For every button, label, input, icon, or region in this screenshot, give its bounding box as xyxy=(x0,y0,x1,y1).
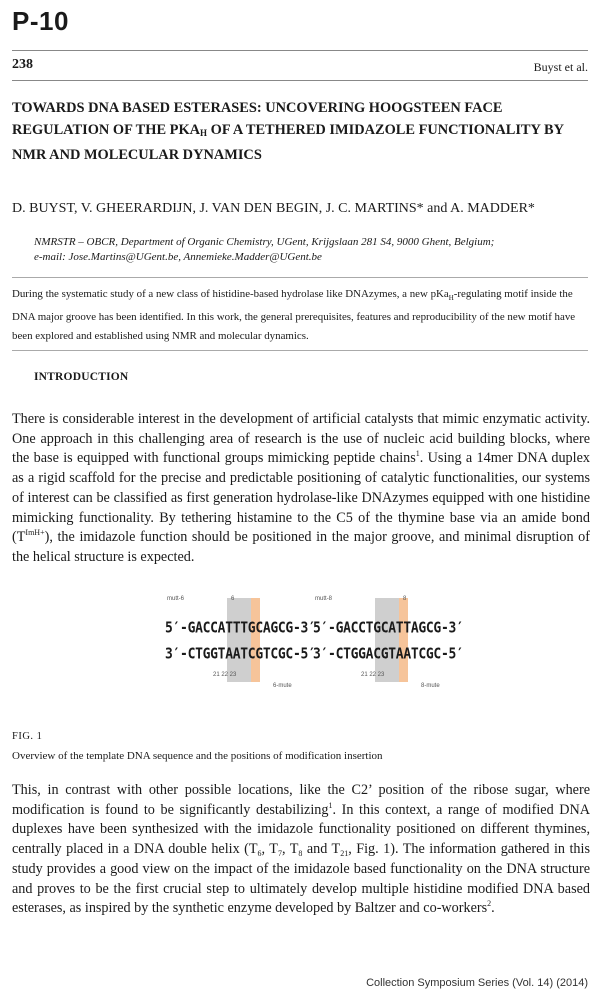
abstract-rule xyxy=(12,350,588,351)
author-list: D. BUYST, V. GHEERARDIJN, J. VAN DEN BEGIN, J. C. MARTINS* and A. MADDER* xyxy=(12,201,535,216)
header-divider xyxy=(12,80,588,81)
highlight-column xyxy=(375,598,387,682)
text-run: . xyxy=(491,900,495,917)
section-heading: INTRODUCTION xyxy=(34,371,129,383)
figure-tag: mutt-6 xyxy=(167,596,185,602)
affiliation-address: NMRSTR – OBCR, Department of Organic Chemistry, UGent, Krijgslaan 281 S4, 9000 Ghent, Belgium; xyxy=(34,236,495,248)
figure-tag: 6-mute xyxy=(273,683,292,689)
highlight-column xyxy=(387,598,399,682)
figure-position-number: 8 xyxy=(403,596,407,602)
text-run: , Fig. 1). The information gathered in this study provides a good view on the impact of the imidazole based functionality on the DNA structure and proves to be the first crucial step to ultimately develop multiple histidine modified DNA based esterases, as inspired by the synthetic enzyme developed by Baltzer and co-workers xyxy=(12,841,590,917)
figure-position-number: 21 22 23 xyxy=(361,672,385,678)
abstract-part-2: -regulating motif inside the DNA major groove has been identified. In this work, the general prerequisites, features and reproducibility of the new motif have been explored and established using NMR and molecular dynamics. xyxy=(12,288,576,343)
affiliation-email: e-mail: Jose.Martins@UGent.be, Annemieke.Madder@UGent.be xyxy=(34,251,322,263)
figure-panel-right xyxy=(311,594,464,690)
poster-id: P-10 xyxy=(12,6,69,36)
highlight-column xyxy=(239,598,251,682)
text-run: , T xyxy=(261,841,278,858)
text-run: . In this context, a range of modified DNA duplexes have been synthesized with the imidazole functionality positioned on different thymines, centrally placed in a DNA double helix (T xyxy=(12,801,590,858)
text-run: , T xyxy=(281,841,299,858)
superscript: ImH+ xyxy=(25,528,45,538)
figure-label: FIG. 1 xyxy=(12,731,43,742)
abstract xyxy=(12,285,590,346)
intro-paragraph-1 xyxy=(12,410,590,568)
figure-position-number: 6 xyxy=(231,596,235,602)
figure-tag: mutt-8 xyxy=(315,596,333,602)
citation-ref: 1 xyxy=(415,449,420,459)
article-title xyxy=(12,97,592,166)
abstract-part-1: During the systematic study of a new class of histidine-based hydrolase like DNAzymes, a new pKa xyxy=(12,288,449,300)
text-run: This, in contrast with other possible locations, like the C2’ position of the ribose sugar, where modification is found to be significantly destabilizing xyxy=(12,782,590,818)
subscript: 6 xyxy=(257,849,262,859)
highlight-column xyxy=(251,598,260,682)
text-run: and T xyxy=(302,841,341,858)
text-run: . Using a 14mer DNA duplex as a rigid scaffold for the precise and predictable positioning of catalytic functionalities, our systems of interest can be classified as first generation hydrolase-like DNAzymes equipped with one histidine mimicking functionality. By tethering histamine to the C5 of the thymine base via an amide bond (T xyxy=(12,450,590,546)
figure-tag: 8-mute xyxy=(421,683,440,689)
subscript: 7 xyxy=(277,849,282,859)
highlight-column xyxy=(399,598,408,682)
abstract-subscript: H xyxy=(448,294,454,303)
dna-bottom-strand: 3′-CTGGTAATCGTCGC-5′ xyxy=(165,646,316,664)
affiliation xyxy=(34,235,584,265)
citation-ref: 2 xyxy=(487,899,492,909)
text-run: There is considerable interest in the development of artificial catalysts that mimic enzymatic activity. One approach in this challenging area of research is the use of nucleic acid building blocks, where the base is equipped with functional groups mimicking peptide chains xyxy=(12,411,590,467)
header-rule xyxy=(12,50,588,51)
figure-panel-left xyxy=(163,594,316,690)
highlight-column xyxy=(227,598,239,682)
title-part-2: OF A TETHERED IMIDAZOLE FUNCTIONALITY BY NMR AND MOLECULAR DYNAMICS xyxy=(12,122,564,163)
page-number: 238 xyxy=(12,57,33,72)
abstract-rule xyxy=(12,277,588,278)
dna-top-strand: 5′-GACCTGCATTAGCG-3′ xyxy=(313,620,464,638)
figure-position-number: 21 22 23 xyxy=(213,672,237,678)
running-head: Buyst et al. xyxy=(533,60,588,74)
subscript: 8 xyxy=(298,849,303,859)
subscript: 21 xyxy=(340,849,349,859)
figure-caption: Overview of the template DNA sequence and the positions of modification insertion xyxy=(12,750,383,762)
text-run: ), the imidazole function should be positioned in the major groove, and minimal disruption of the helical structure is expected. xyxy=(12,529,590,565)
intro-paragraph-2 xyxy=(12,781,590,919)
footer-series: Collection Symposium Series (Vol. 14) (2014) xyxy=(366,977,588,989)
citation-ref: 1 xyxy=(328,800,333,810)
title-part-1: TOWARDS DNA BASED ESTERASES: UNCOVERING HOOGSTEEN FACE REGULATION OF THE PKA xyxy=(12,100,503,138)
dna-top-strand: 5′-GACCATTTGCAGCG-3′ xyxy=(165,620,316,638)
title-subscript: H xyxy=(200,128,208,138)
dna-bottom-strand: 3′-CTGGACGTAATCGC-5′ xyxy=(313,646,464,664)
